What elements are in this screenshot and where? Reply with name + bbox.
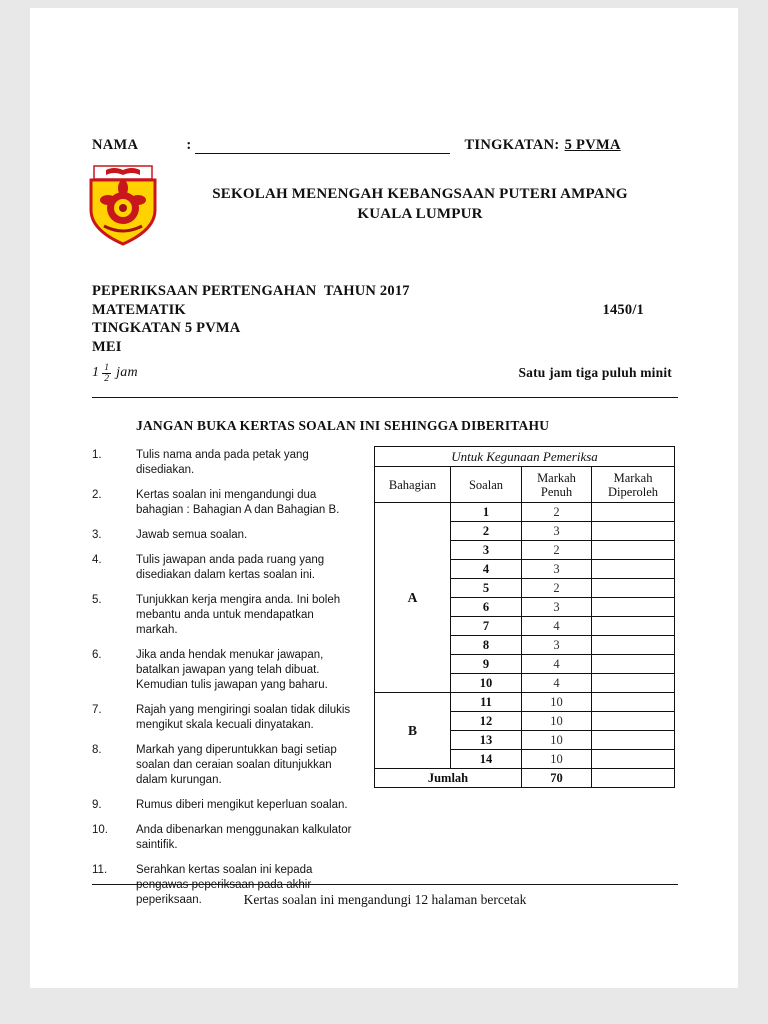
- full-marks-cell: 2: [522, 579, 592, 598]
- bottom-divider-rule: [92, 884, 678, 885]
- question-number-cell: 2: [451, 522, 522, 541]
- instruction-number: 9.: [92, 799, 102, 811]
- instruction-text: Rumus diberi mengikut keperluan soalan.: [136, 799, 348, 811]
- full-marks-cell: 10: [522, 731, 592, 750]
- full-marks-cell: 3: [522, 560, 592, 579]
- header-soalan: Soalan: [451, 467, 522, 503]
- instruction-number: 6.: [92, 649, 102, 661]
- instruction-item: [92, 703, 374, 733]
- instruction-text: Tulis jawapan anda pada ruang yang disediakan dalam kertas soalan ini.: [136, 554, 325, 581]
- nama-colon: :: [186, 137, 192, 153]
- full-marks-cell: 2: [522, 541, 592, 560]
- obtained-marks-blank-cell: [592, 560, 675, 579]
- total-value: 70: [522, 769, 592, 788]
- footer-text: Kertas soalan ini mengandungi 12 halaman bercetak: [243, 892, 527, 907]
- question-number-cell: 3: [451, 541, 522, 560]
- table-title: Untuk Kegunaan Pemeriksa: [375, 447, 675, 467]
- question-number-cell: 4: [451, 560, 522, 579]
- full-marks-cell: 4: [522, 674, 592, 693]
- exam-info-block: [92, 282, 678, 385]
- instruction-item: [92, 648, 374, 693]
- instruction-text: Markah yang diperuntukkan bagi setiap soalan dan ceraian soalan ditunjukkan dalam kurungan.: [136, 744, 337, 786]
- instruction-item: [92, 528, 374, 543]
- question-number-cell: 8: [451, 636, 522, 655]
- obtained-marks-blank-cell: [592, 598, 675, 617]
- instruction-number: 10.: [92, 824, 108, 836]
- instruction-number: 11.: [92, 864, 108, 876]
- duration-numerator: 1: [104, 362, 110, 373]
- instruction-item: [92, 593, 374, 638]
- marks-table: [374, 446, 675, 788]
- name-blank-line: [195, 138, 450, 154]
- table-title-row: [375, 447, 675, 467]
- obtained-marks-blank-cell: [592, 750, 675, 769]
- full-marks-cell: 3: [522, 522, 592, 541]
- instruction-item: [92, 798, 374, 813]
- duration-frac: [102, 363, 111, 384]
- instruction-text: Jika anda hendak menukar jawapan, batalkan jawapan yang telah dibuat. Kemudian tulis jawapan yang baharu.: [136, 649, 328, 691]
- instruction-number: 2.: [92, 489, 102, 501]
- top-divider-rule: [92, 397, 678, 398]
- question-number-cell: 11: [451, 693, 522, 712]
- obtained-marks-blank-cell: [592, 522, 675, 541]
- header-markah-diperoleh: Markah Diperoleh: [592, 467, 675, 503]
- school-name-line1: SEKOLAH MENENGAH KEBANGSAAN PUTERI AMPANG: [212, 186, 628, 202]
- exam-subject: MATEMATIK: [92, 301, 186, 318]
- total-row: [375, 769, 675, 788]
- obtained-marks-blank-cell: [592, 617, 675, 636]
- table-header-row: [375, 467, 675, 503]
- instruction-item: [92, 823, 374, 853]
- question-number-cell: 14: [451, 750, 522, 769]
- school-row: [92, 164, 678, 246]
- instruction-item: [92, 553, 374, 583]
- instruction-number: 5.: [92, 594, 102, 606]
- duration-words: Satu jam tiga puluh minit: [518, 364, 672, 380]
- school-name: [162, 164, 678, 246]
- obtained-marks-blank-cell: [592, 541, 675, 560]
- obtained-marks-blank-cell: [592, 579, 675, 598]
- section-label: B: [375, 693, 451, 769]
- subject-line: [92, 301, 678, 320]
- instruction-number: 4.: [92, 554, 102, 566]
- marks-row: [375, 503, 675, 522]
- obtained-marks-blank-cell: [592, 693, 675, 712]
- name-row: [92, 136, 678, 154]
- warning-heading: JANGAN BUKA KERTAS SOALAN INI SEHINGGA DIBERITAHU: [136, 418, 550, 433]
- duration-row: [92, 361, 678, 385]
- exam-title: PEPERIKSAAN PERTENGAHAN TAHUN 2017: [92, 283, 410, 299]
- duration-whole: 1: [92, 364, 100, 380]
- exam-month: MEI: [92, 338, 122, 355]
- section-label: A: [375, 503, 451, 693]
- instruction-text: Rajah yang mengiringi soalan tidak dilukis mengikut skala kecuali dinyatakan.: [136, 704, 351, 731]
- full-marks-cell: 2: [522, 503, 592, 522]
- full-marks-cell: 4: [522, 617, 592, 636]
- obtained-marks-blank-cell: [592, 655, 675, 674]
- full-marks-cell: 4: [522, 655, 592, 674]
- question-number-cell: 1: [451, 503, 522, 522]
- obtained-marks-blank-cell: [592, 636, 675, 655]
- school-name-line2: KUALA LUMPUR: [357, 206, 483, 222]
- question-number-cell: 12: [451, 712, 522, 731]
- question-number-cell: 9: [451, 655, 522, 674]
- obtained-marks-blank-cell: [592, 503, 675, 522]
- question-number-cell: 5: [451, 579, 522, 598]
- instruction-text: Tunjukkan kerja mengira anda. Ini boleh mebantu anda untuk mendapatkan markah.: [136, 594, 341, 636]
- instruction-text: Kertas soalan ini mengandungi dua bahagian : Bahagian A dan Bahagian B.: [136, 489, 340, 516]
- total-obtained-blank: [592, 769, 675, 788]
- instruction-number: 3.: [92, 529, 102, 541]
- header-bahagian: Bahagian: [375, 467, 451, 503]
- tingkatan-value: 5 PVMA: [564, 137, 621, 153]
- exam-cover-page: [30, 8, 738, 988]
- main-content: [92, 448, 678, 918]
- instruction-item: [92, 743, 374, 788]
- nama-label: NAMA: [92, 137, 139, 153]
- school-crest-logo: [84, 164, 162, 246]
- instruction-item: [92, 448, 374, 478]
- full-marks-cell: 10: [522, 750, 592, 769]
- duration-denominator: 2: [104, 373, 110, 384]
- full-marks-cell: 10: [522, 712, 592, 731]
- obtained-marks-blank-cell: [592, 731, 675, 750]
- instruction-number: 7.: [92, 704, 102, 716]
- full-marks-cell: 10: [522, 693, 592, 712]
- instruction-text: Jawab semua soalan.: [136, 529, 248, 541]
- tingkatan-group: [464, 137, 620, 154]
- instructions-list: [92, 448, 374, 918]
- question-number-cell: 13: [451, 731, 522, 750]
- full-marks-cell: 3: [522, 636, 592, 655]
- instruction-text: Serahkan kertas soalan ini kepada pengawas peperiksaan pada akhir peperiksaan.: [136, 864, 313, 906]
- instruction-number: 1.: [92, 449, 102, 461]
- marks-row: [375, 693, 675, 712]
- full-marks-cell: 3: [522, 598, 592, 617]
- instruction-text: Anda dibenarkan menggunakan kalkulator saintifik.: [136, 824, 352, 851]
- obtained-marks-blank-cell: [592, 674, 675, 693]
- duration-unit: jam: [116, 364, 138, 380]
- instruction-item: [92, 488, 374, 518]
- question-number-cell: 6: [451, 598, 522, 617]
- question-number-cell: 7: [451, 617, 522, 636]
- total-label: Jumlah: [375, 769, 522, 788]
- instruction-text: Tulis nama anda pada petak yang disediakan.: [136, 449, 309, 476]
- paper-code: 1450/1: [602, 301, 644, 318]
- instruction-number: 8.: [92, 744, 102, 756]
- exam-form: TINGKATAN 5 PVMA: [92, 320, 241, 336]
- duration-fraction: [92, 363, 138, 384]
- obtained-marks-blank-cell: [592, 712, 675, 731]
- question-number-cell: 10: [451, 674, 522, 693]
- tingkatan-label: TINGKATAN:: [464, 137, 560, 153]
- header-markah-penuh: Markah Penuh: [522, 467, 592, 503]
- page-footer: [92, 884, 678, 908]
